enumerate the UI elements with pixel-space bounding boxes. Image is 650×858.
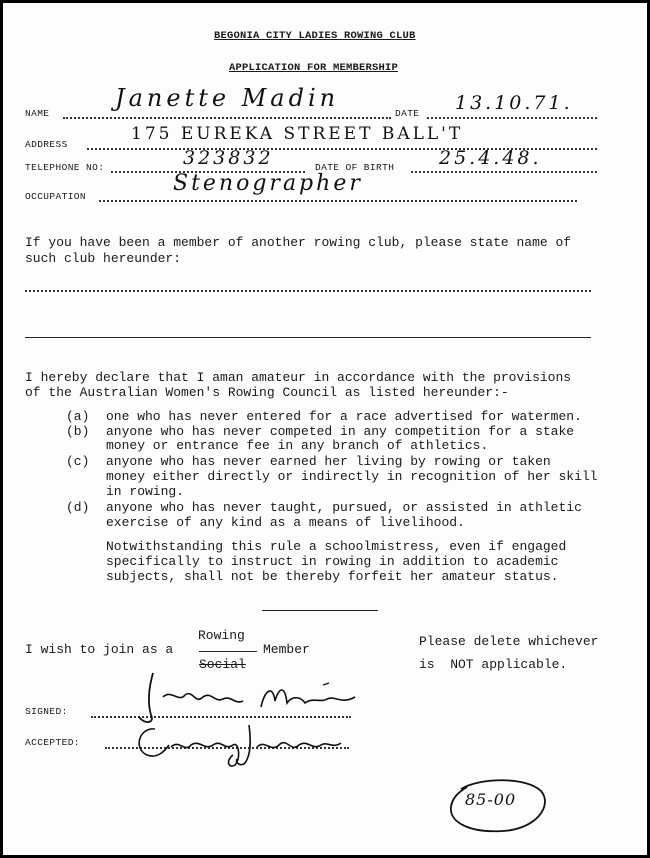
- item-b-marker: (b): [66, 424, 90, 439]
- membership-option-rowing: Rowing: [198, 628, 245, 643]
- date-value: 13.10.71.: [455, 92, 573, 114]
- acceptor-signature: [121, 715, 351, 771]
- notwithstanding-line-1: Notwithstanding this rule a schoolmistress, even if engaged: [106, 539, 567, 554]
- name-label: NAME: [25, 108, 50, 119]
- item-b-line-2: money or entrance fee in any branch of athletics.: [106, 438, 489, 453]
- other-club-line-1: If you have been a member of another rowing club, please state name of: [25, 235, 572, 250]
- other-club-dotted-line: [25, 290, 591, 292]
- item-c-marker: (c): [66, 454, 90, 469]
- signed-label: SIGNED:: [25, 706, 68, 717]
- occupation-value: Stenographer: [173, 171, 363, 196]
- date-label: DATE: [395, 108, 420, 119]
- membership-option-social: Social: [199, 657, 246, 672]
- address-label: ADDRESS: [25, 139, 68, 150]
- item-d-line-2: exercise of any kind as a means of livelihood.: [106, 515, 465, 530]
- declaration-line-1: I hereby declare that I aman amateur in accordance with the provisions: [25, 370, 572, 385]
- membership-note-line-1: Please delete whichever: [419, 634, 599, 649]
- membership-fraction-line: [199, 651, 257, 652]
- section-divider: [262, 610, 378, 611]
- dob-dotted-line: [411, 171, 597, 173]
- declaration-line-2: of the Australian Women's Rowing Council as listed hereunder:-: [25, 385, 509, 400]
- membership-prefix: I wish to join as a: [25, 642, 174, 657]
- item-d-marker: (d): [66, 500, 90, 515]
- accepted-label: ACCEPTED:: [25, 737, 80, 748]
- occupation-dotted-line: [99, 200, 577, 202]
- item-a-line-1: one who has never entered for a race advertised for watermen.: [106, 409, 582, 424]
- dob-label: DATE OF BIRTH: [315, 162, 395, 173]
- item-c-line-2: money either directly or indirectly in recognition of her skill: [106, 469, 598, 484]
- form-title: APPLICATION FOR MEMBERSHIP: [229, 62, 399, 74]
- telephone-label: TELEPHONE NO:: [25, 162, 105, 173]
- dob-value: 25.4.48.: [439, 147, 542, 169]
- notwithstanding-line-3: subjects, shall not be thereby forfeit her amateur status.: [106, 569, 559, 584]
- item-c-line-1: anyone who has never earned her living by rowing or taken: [106, 454, 551, 469]
- name-dotted-line: [63, 117, 391, 119]
- other-club-rule: [25, 337, 591, 338]
- address-value: 175 EUREKA STREET BALL'T: [131, 124, 464, 144]
- item-c-line-3: in rowing.: [106, 484, 185, 499]
- membership-suffix: Member: [263, 642, 310, 657]
- telephone-value: 323832: [183, 147, 274, 169]
- occupation-label: OCCUPATION: [25, 191, 87, 202]
- item-b-line-1: anyone who has never competed in any competition for a stake: [106, 424, 575, 439]
- name-value: Janette Madin: [115, 84, 340, 112]
- other-club-line-2: such club hereunder:: [25, 251, 182, 266]
- item-d-line-1: anyone who has never taught, pursued, or assisted in athletic: [106, 500, 582, 515]
- date-dotted-line: [427, 117, 597, 119]
- notwithstanding-line-2: specifically to instruct in rowing in addition to academic: [106, 554, 559, 569]
- membership-note-line-2: is NOT applicable.: [419, 657, 568, 672]
- item-a-marker: (a): [66, 409, 90, 424]
- circled-amount-text: 85-00: [465, 790, 517, 809]
- club-title: BEGONIA CITY LADIES ROWING CLUB: [214, 30, 416, 42]
